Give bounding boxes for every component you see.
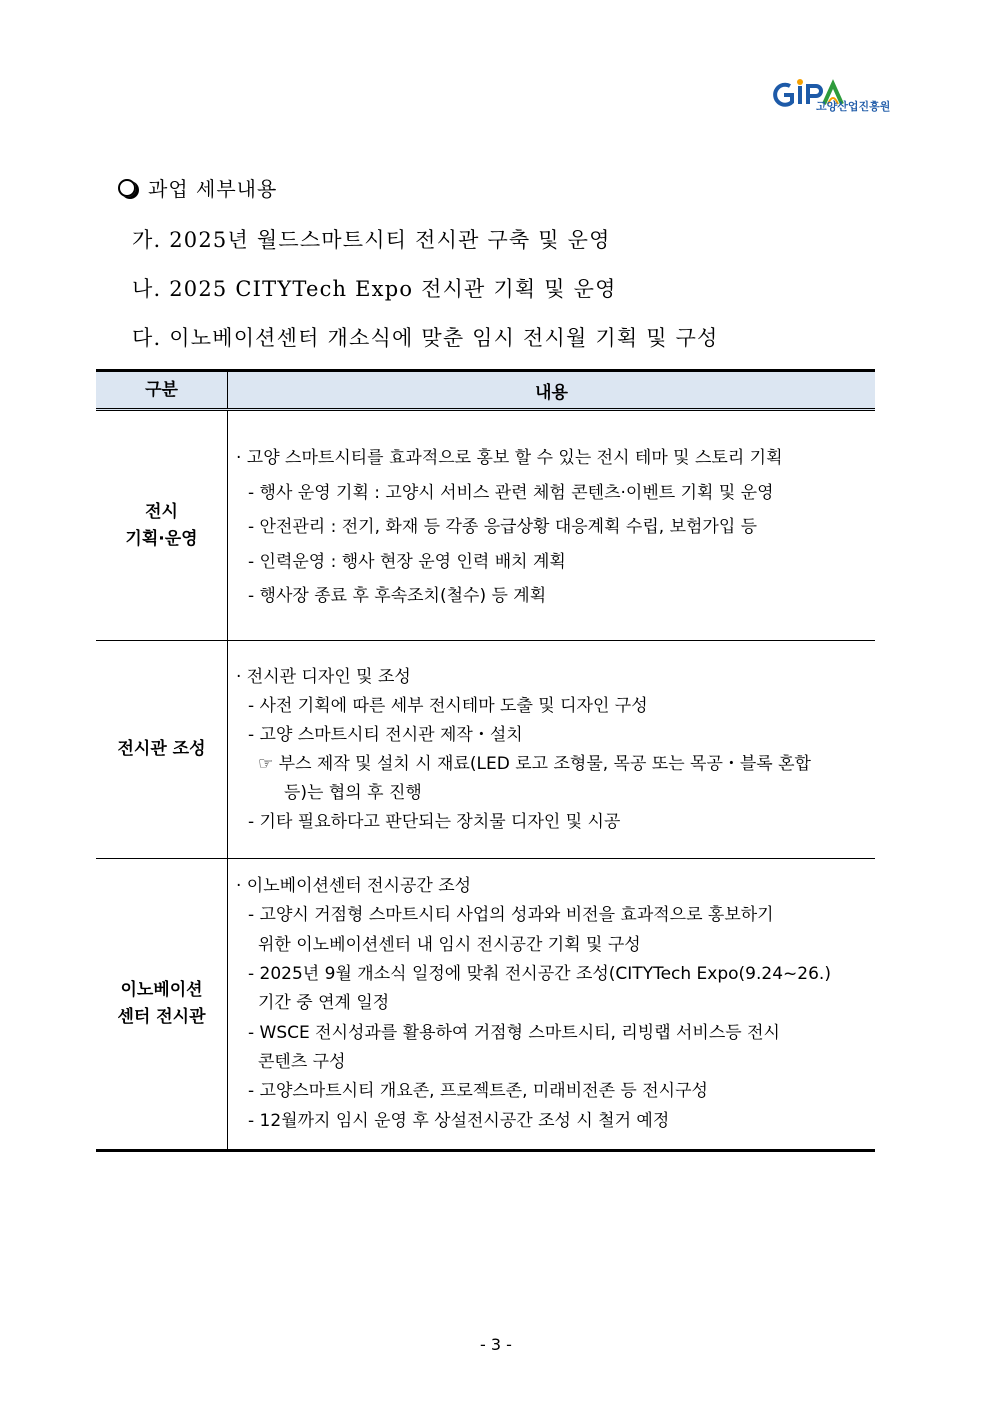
category-text: 전시 기획·운영 <box>125 501 198 549</box>
header-category: 구분 <box>96 371 228 410</box>
content-line: - 기타 필요하다고 판단되는 장치물 디자인 및 시공 <box>248 811 621 832</box>
row-content <box>228 410 876 641</box>
content-line: - 안전관리 : 전기, 화재 등 각종 응급상황 대응계획 수립, 보험가입 등 <box>248 517 758 538</box>
content-line: · 이노베이션센터 전시공간 조성 <box>236 876 472 897</box>
category-text: 전시관 조성 <box>117 739 206 759</box>
task-item-na: 나. 2025 CITYTech Expo 전시관 기획 및 운영 <box>132 277 617 301</box>
row-category <box>96 410 228 641</box>
content-line: - 행사 운영 기획 : 고양시 서비스 관련 체험 콘텐츠·이벤트 기획 및 운영 <box>248 482 774 503</box>
content-line: - 고양시 거점형 스마트시티 사업의 성과와 비전을 효과적으로 홍보하기 <box>248 905 774 926</box>
table-row <box>96 410 875 641</box>
content-line: - WSCE 전시성과를 활용하여 거점형 스마트시티, 리빙랩 서비스등 전시 <box>248 1022 780 1043</box>
table-row <box>96 641 875 859</box>
content-line: - 12월까지 임시 운영 후 상설전시공간 조성 시 철거 예정 <box>248 1110 670 1131</box>
content-line: 기간 중 연계 일정 <box>258 993 390 1014</box>
content-line: - 2025년 9월 개소식 일정에 맞춰 전시공간 조성(CITYTech Expo(9.24~26.) <box>248 964 831 985</box>
content-line: - 사전 기획에 따른 세부 전시테마 도출 및 디자인 구성 <box>248 695 648 716</box>
task-detail-table <box>96 369 875 1152</box>
task-item-ga: 가. 2025년 월드스마트시티 전시관 구축 및 운영 <box>132 228 611 252</box>
row-content <box>228 859 876 1151</box>
page-number: - 3 - <box>480 1335 512 1354</box>
section-heading <box>118 173 277 202</box>
content-line: 위한 이노베이션센터 내 임시 전시공간 기획 및 구성 <box>258 934 641 955</box>
content-line: - 고양 스마트시티 전시관 제작・설치 <box>248 724 523 745</box>
content-line: - 고양스마트시티 개요존, 프로젝트존, 미래비전존 등 전시구성 <box>248 1081 708 1102</box>
content-line: · 전시관 디자인 및 조성 <box>236 666 411 687</box>
table-row <box>96 859 875 1151</box>
hollow-circle-bullet-icon <box>118 179 136 197</box>
content-line: ☞ 부스 제작 및 설치 시 재료(LED 로고 조형물, 목공 또는 목공・블록 혼합 <box>258 753 811 774</box>
category-text: 이노베이션 센터 전시관 <box>117 980 206 1027</box>
content-line: 등)는 협의 후 진행 <box>284 782 422 803</box>
logo-text: 고양산업진흥원 <box>816 100 891 113</box>
task-item-da: 다. 이노베이션센터 개소식에 맞춘 임시 전시월 기획 및 구성 <box>132 326 719 350</box>
content-line: · 고양 스마트시티를 효과적으로 홍보 할 수 있는 전시 테마 및 스토리 기획 <box>236 448 783 469</box>
table-header-row <box>96 371 875 410</box>
row-category <box>96 641 228 859</box>
section-heading-text: 과업 세부내용 <box>148 177 278 201</box>
row-category <box>96 859 228 1151</box>
content-line: 콘텐츠 구성 <box>258 1051 346 1072</box>
row-content <box>228 641 876 859</box>
gipa-logo <box>772 78 894 116</box>
content-line: - 행사장 종료 후 후속조치(철수) 등 계획 <box>248 586 547 607</box>
content-line: - 인력운영 : 행사 현장 운영 인력 배치 계획 <box>248 551 566 572</box>
header-content: 내용 <box>228 371 876 410</box>
